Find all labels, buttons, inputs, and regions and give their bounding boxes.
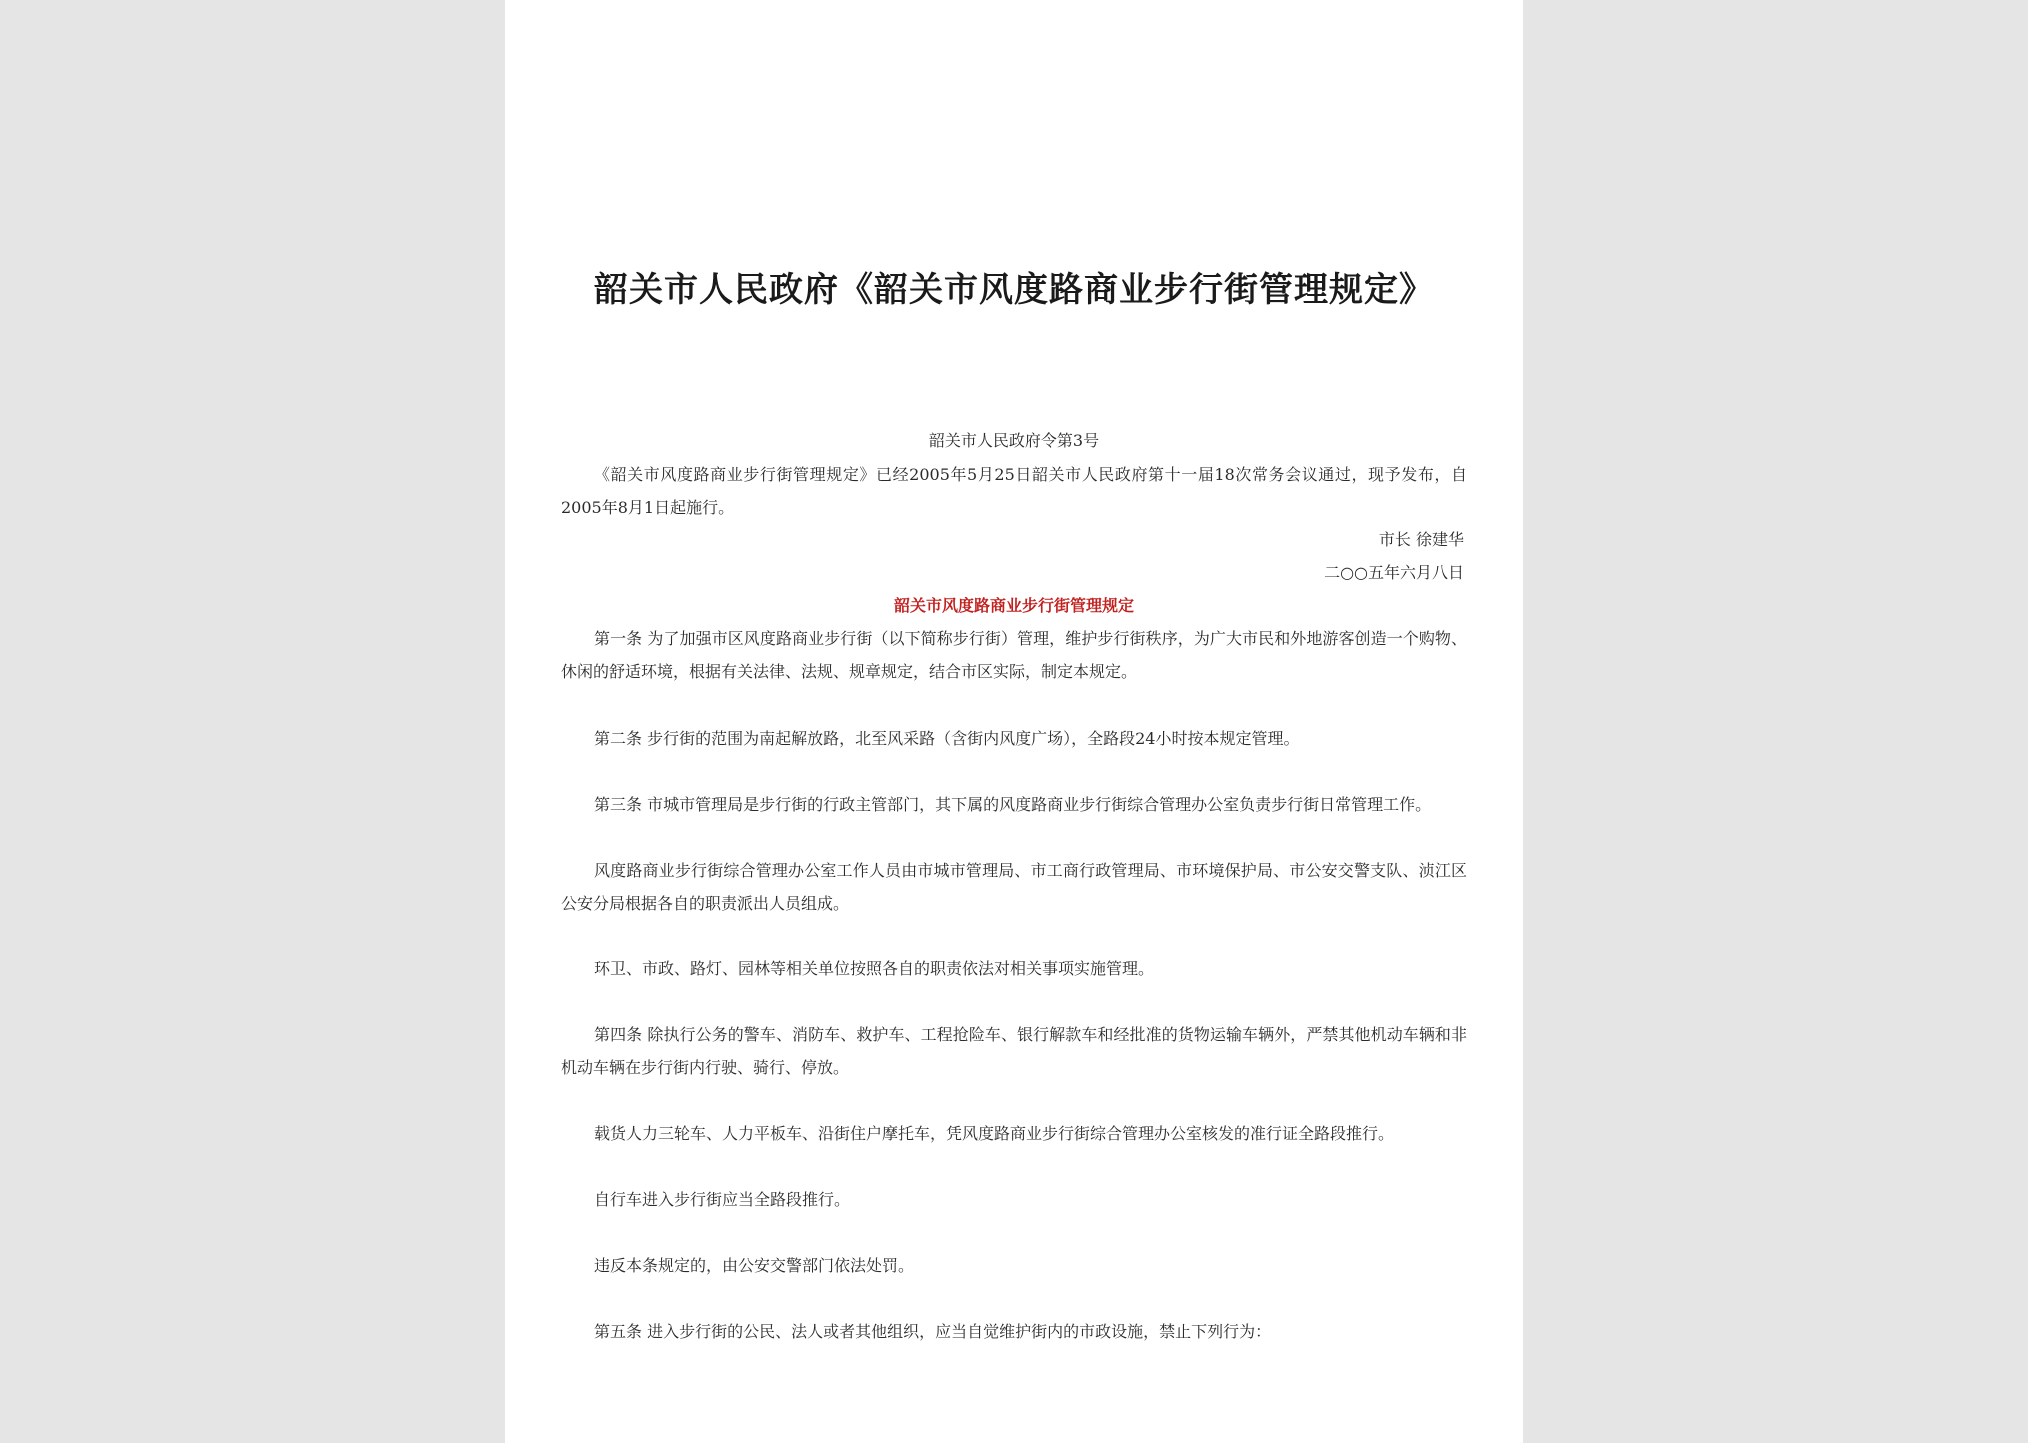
article-paragraph: 第一条 为了加强市区风度路商业步行街（以下简称步行街）管理，维护步行街秩序，为广大市民和外地游客创造一个购物、休闲的舒适环境，根据有关法律、法规、规章规定，结合市区实际，制定本规定。 bbox=[561, 629, 1467, 681]
preamble-paragraph: 《韶关市风度路商业步行街管理规定》已经2005年5月25日韶关市人民政府第十一届18次常务会议通过，现予发布，自2005年8月1日起施行。 bbox=[561, 465, 1467, 517]
regulation-title: 韶关市风度路商业步行街管理规定 bbox=[893, 596, 1134, 615]
article-paragraph: 环卫、市政、路灯、园林等相关单位按照各自的职责依法对相关事项实施管理。 bbox=[594, 959, 1155, 978]
document-page bbox=[505, 0, 1523, 1443]
article-paragraph: 第二条 步行街的范围为南起解放路，北至风采路（含街内风度广场），全路段24小时按本规定管理。 bbox=[594, 729, 1300, 748]
article-paragraph: 违反本条规定的，由公安交警部门依法处罚。 bbox=[594, 1256, 915, 1275]
signatory: 市长 徐建华 bbox=[1378, 530, 1464, 549]
order-number: 韶关市人民政府令第3号 bbox=[928, 431, 1100, 450]
article-paragraph: 第四条 除执行公务的警车、消防车、救护车、工程抢险车、银行解款车和经批准的货物运输车辆外，严禁其他机动车辆和非机动车辆在步行街内行驶、骑行、停放。 bbox=[561, 1025, 1467, 1077]
article-paragraph: 第五条 进入步行街的公民、法人或者其他组织，应当自觉维护街内的市政设施，禁止下列行为： bbox=[594, 1322, 1272, 1341]
article-paragraph: 自行车进入步行街应当全路段推行。 bbox=[594, 1190, 851, 1209]
article-paragraph: 风度路商业步行街综合管理办公室工作人员由市城市管理局、市工商行政管理局、市环境保护局、市公安交警支队、浈江区公安分局根据各自的职责派出人员组成。 bbox=[561, 861, 1467, 913]
article-paragraph: 第三条 市城市管理局是步行街的行政主管部门，其下属的风度路商业步行街综合管理办公室负责步行街日常管理工作。 bbox=[594, 795, 1432, 814]
document-title: 韶关市人民政府《韶关市风度路商业步行街管理规定》 bbox=[594, 270, 1434, 310]
article-paragraph: 载货人力三轮车、人力平板车、沿街住户摩托车，凭风度路商业步行街综合管理办公室核发的准行证全路段推行。 bbox=[594, 1124, 1395, 1143]
issue-date: 二○○五年六月八日 bbox=[1324, 563, 1464, 582]
